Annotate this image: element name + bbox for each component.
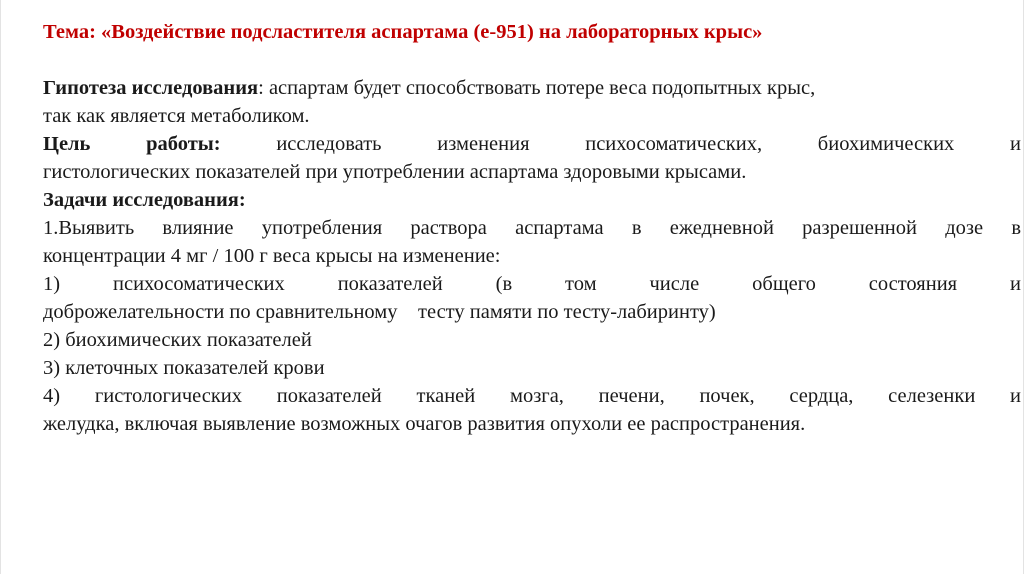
- task-item-2: 2) биохимических показателей: [43, 329, 312, 351]
- task-item-3: 3) клеточных показателей крови: [43, 357, 325, 379]
- tasks-section: [43, 186, 1021, 438]
- hypothesis-line-1: [43, 74, 1021, 102]
- goal-label: Цель работы:: [43, 133, 221, 155]
- task-item-1-line-2: доброжелательности по сравнительному тесту памяти по тесту-лабиринту): [43, 301, 716, 323]
- goal-paragraph: [43, 130, 1021, 186]
- hypothesis-line-2: так как является метаболиком.: [43, 105, 310, 127]
- task-item-4-line-2: желудка, включая выявление возможных очагов развития опухоли ее распространения.: [43, 413, 806, 435]
- hypothesis-label: Гипотеза исследования: [43, 77, 259, 99]
- task-item-1-line-1: 1) психосоматических показателей (в том числе общего состояния и: [43, 273, 1021, 295]
- goal-line-1: [43, 130, 1021, 158]
- task-item-4-line-1: 4) гистологических показателей тканей мозга, печени, почек, сердца, селезенки и: [43, 385, 1021, 407]
- hypothesis-text-1: : аспартам будет способствовать потере веса подопытных крыс,: [258, 77, 816, 99]
- task-1-line-2: концентрации 4 мг / 100 г веса крысы на изменение:: [43, 245, 501, 267]
- slide-title: Тема: «Воздействие подсластителя аспартама (е-951) на лабораторных крыс»: [43, 21, 763, 43]
- slide-content: [43, 18, 1021, 438]
- goal-text-1: исследовать изменения психосоматических, биохимических и: [220, 133, 1021, 155]
- goal-line-2: гистологических показателей при употреблении аспартама здоровыми крысами.: [43, 161, 747, 183]
- hypothesis-paragraph: [43, 74, 1021, 130]
- task-1-line-1: 1.Выявить влияние употребления раствора аспартама в ежедневной разрешенной дозе в: [43, 217, 1021, 239]
- tasks-label: Задачи исследования:: [43, 189, 246, 211]
